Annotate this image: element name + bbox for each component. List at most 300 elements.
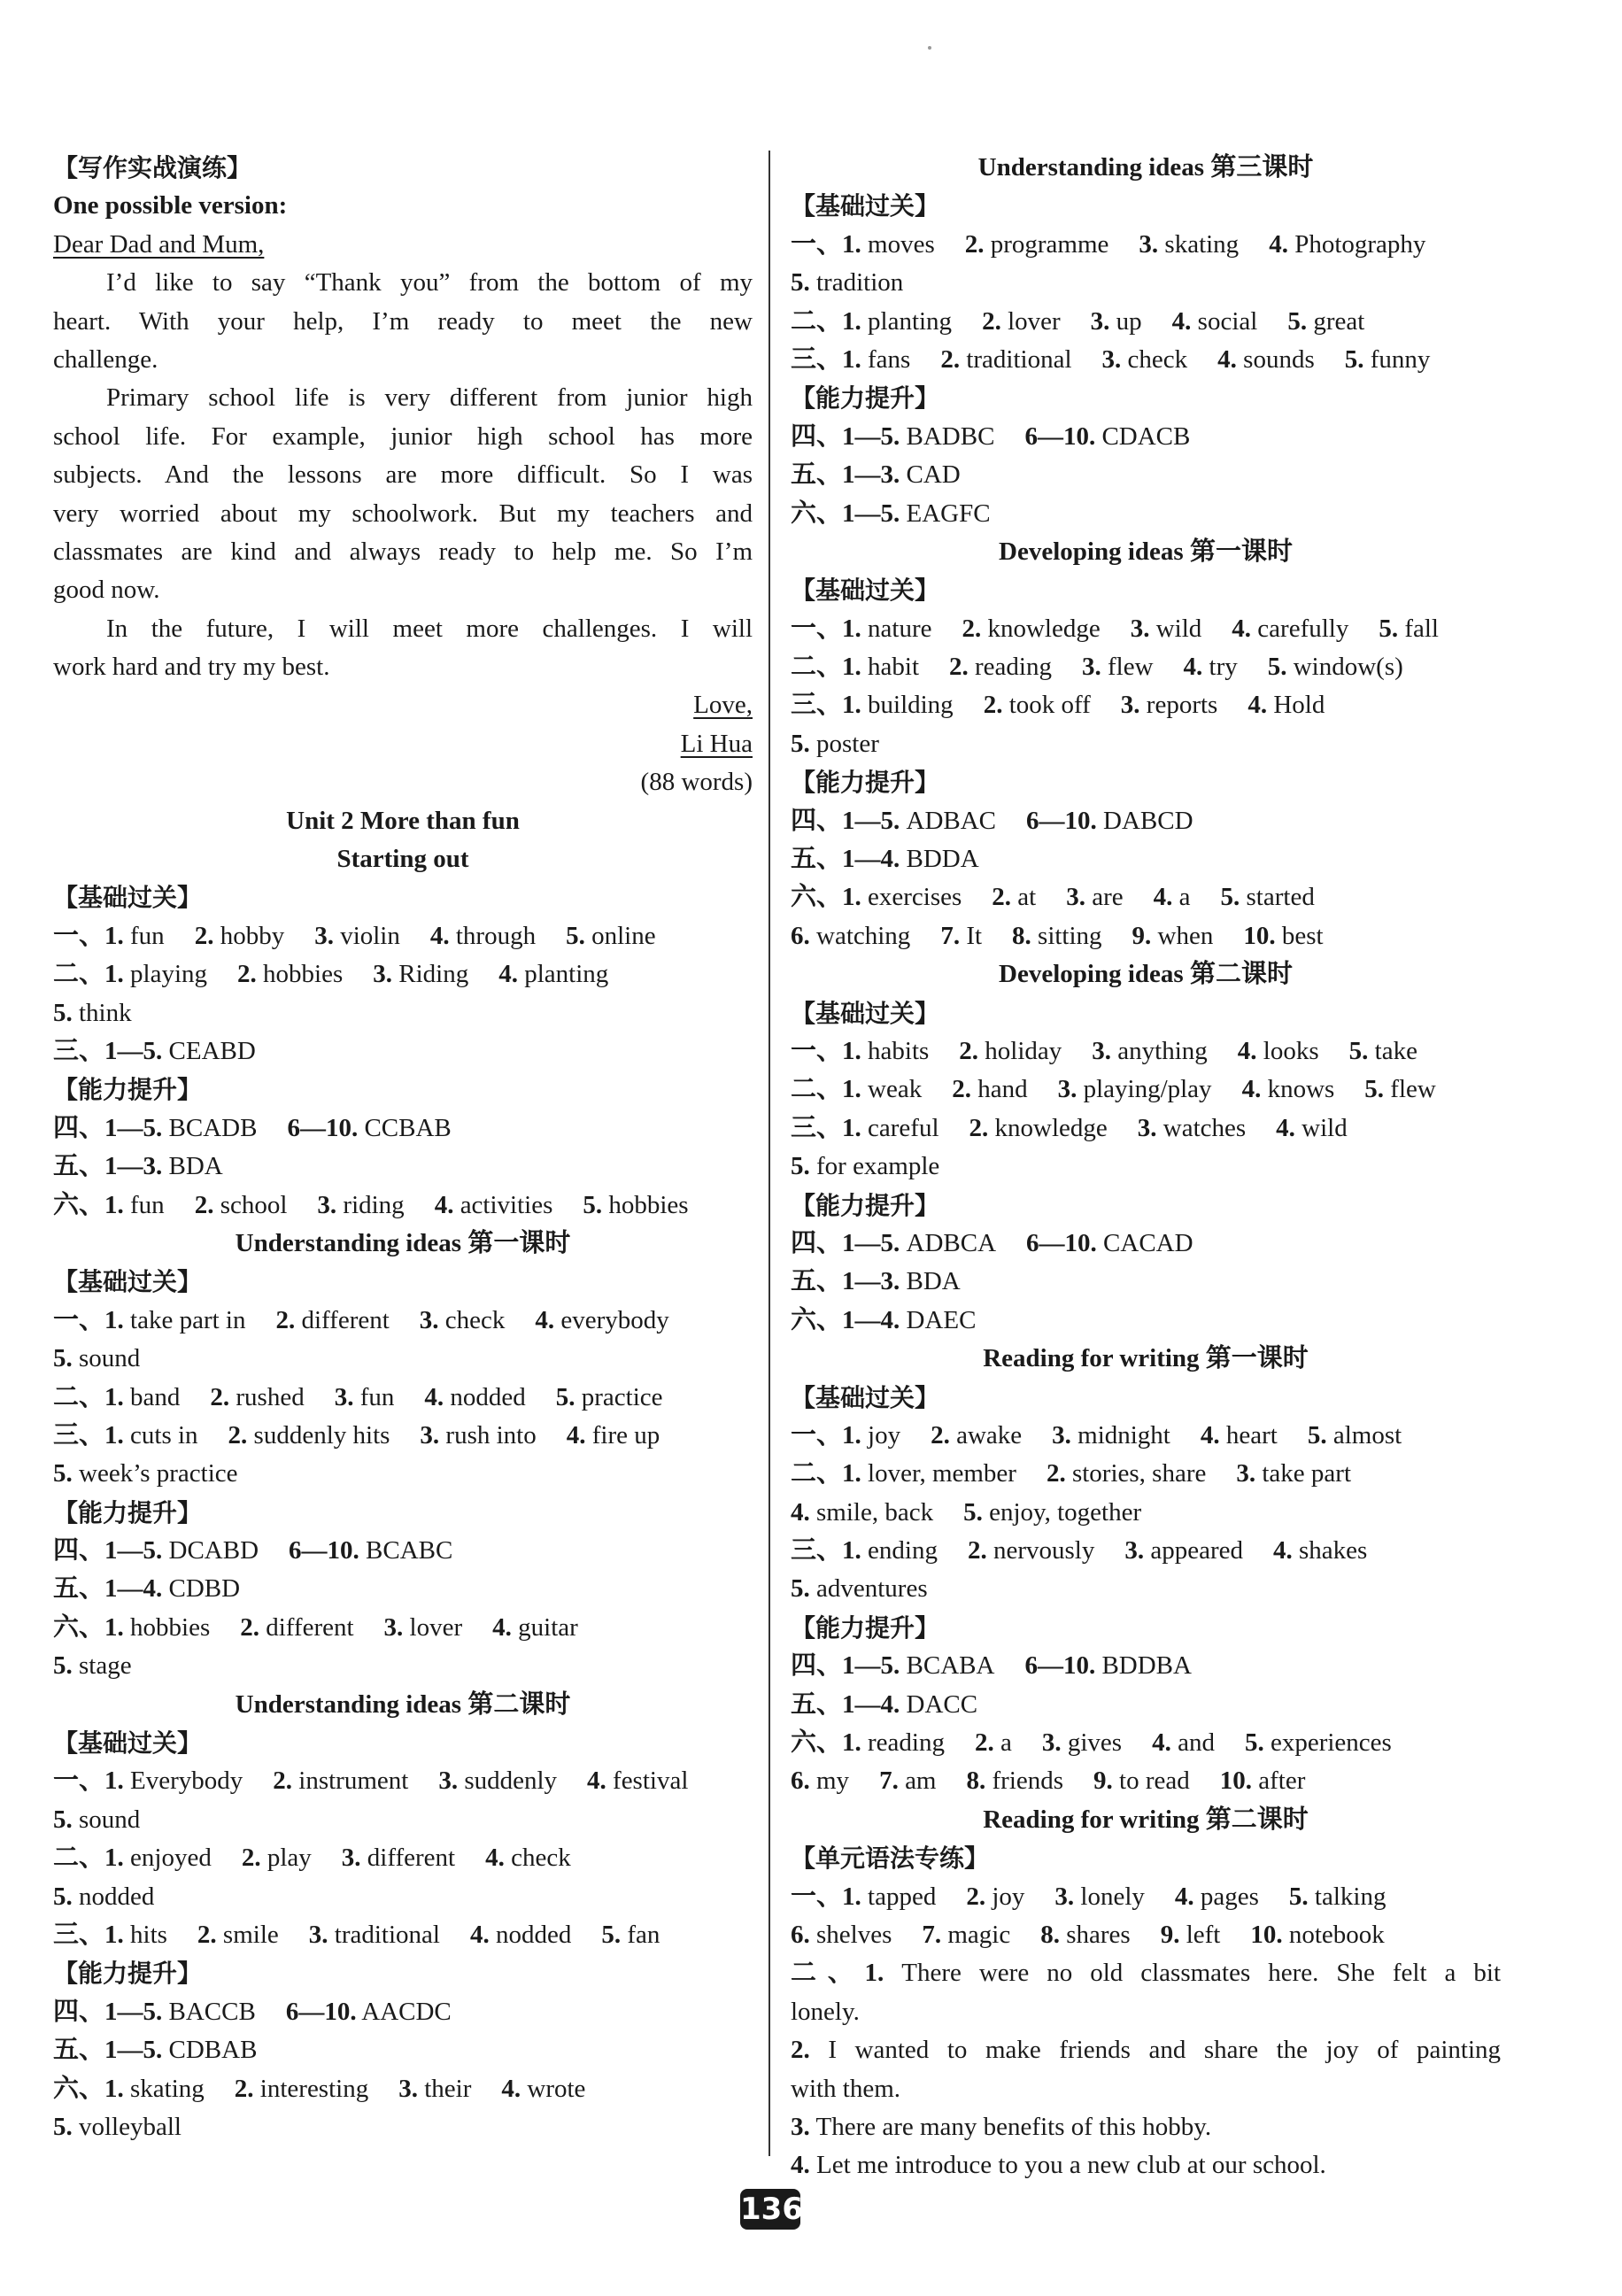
answer-number: 1—5. (104, 1997, 163, 2026)
answer-line (53, 1417, 753, 1455)
answer-item (104, 1191, 165, 1219)
answer-text: reports (1146, 691, 1218, 720)
answer-number: 1—3. (842, 1267, 900, 1296)
answer-item (1243, 922, 1323, 950)
question-prefix: 四、 (53, 1113, 105, 1142)
answer-item (1238, 1037, 1319, 1065)
answer-text: online (591, 921, 656, 950)
answer-item (940, 345, 1071, 374)
answer-text: traditional (334, 1920, 440, 1949)
answer-text: fall (1404, 614, 1439, 643)
answer-line (791, 1570, 1501, 1608)
answer-text: hobbies (263, 960, 344, 989)
answer-item (1066, 883, 1123, 911)
answer-number: 4. (791, 2151, 810, 2180)
answer-text: ADBAC (906, 806, 997, 835)
question-prefix: 二、 (53, 1844, 105, 1873)
answer-text: suddenly (464, 1766, 558, 1796)
answer-item (791, 1766, 849, 1795)
answer-text: AACDC (361, 1997, 452, 2026)
answer-item (1091, 307, 1142, 336)
answer-item (922, 1921, 1010, 1949)
answer-text: carefully (1257, 614, 1349, 643)
answer-line (791, 1532, 1501, 1570)
answer-item (104, 1152, 223, 1180)
answer-text: week’s practice (79, 1459, 238, 1488)
answer-item (104, 2036, 257, 2064)
answer-number: 4. (1247, 691, 1268, 720)
answer-item (1269, 230, 1425, 259)
answer-item (791, 268, 903, 297)
answer-text: flew (1390, 1075, 1436, 1104)
answer-item (962, 615, 1100, 643)
answer-number: 7. (879, 1766, 899, 1796)
answer-text: poster (816, 729, 879, 758)
answer-number: 5. (1348, 1036, 1369, 1065)
answer-number: 2. (194, 1190, 214, 1219)
answer-line (53, 1647, 753, 1685)
answer-text: and (1178, 1728, 1215, 1758)
answer-text: smile, back (816, 1497, 934, 1527)
answer-line (791, 725, 1501, 763)
answer-line (791, 495, 1501, 533)
answer-text: BCADB (168, 1113, 258, 1142)
answer-text: nodded (79, 1882, 155, 1911)
answer-item (1276, 1114, 1348, 1142)
answer-text: riding (343, 1190, 405, 1219)
answer-number: 1. (842, 1420, 861, 1449)
answer-text: sitting (1038, 921, 1102, 950)
answer-text: nodded (495, 1920, 572, 1949)
answer-line (53, 1148, 753, 1186)
answer-number: 2. (952, 1075, 971, 1104)
answer-text: a (1000, 1728, 1012, 1758)
answer-item (1175, 1882, 1259, 1911)
answer-number: 5. (791, 729, 810, 758)
answer-text: shares (1066, 1920, 1131, 1949)
answer-text: friends (992, 1766, 1064, 1796)
answer-text: cuts in (130, 1420, 198, 1449)
answer-text: adventures (816, 1574, 928, 1604)
answer-number: 3. (1139, 229, 1159, 259)
section-heading: Understanding ideas 第一课时 (235, 1228, 571, 1257)
answer-text: reading (975, 653, 1052, 682)
answer-number: 1—5. (842, 1228, 900, 1257)
letter-signoff (53, 686, 753, 724)
answer-text: holiday (985, 1036, 1062, 1065)
answer-line (791, 341, 1501, 379)
answer-item (53, 1344, 140, 1372)
answer-text: DAEC (906, 1305, 977, 1334)
answer-item (275, 1306, 389, 1334)
answer-item (317, 1191, 404, 1219)
answer-item (1242, 1075, 1335, 1103)
answer-item (235, 2075, 368, 2103)
answer-item (1232, 615, 1348, 643)
answer-item (583, 1191, 688, 1219)
answer-number: 6. (791, 1920, 810, 1949)
answer-item (992, 883, 1036, 911)
answer-text: BDDBA (1101, 1651, 1192, 1681)
answer-item (1287, 307, 1364, 336)
answer-number: 5. (53, 1651, 73, 1681)
sentence-line (791, 2031, 1501, 2069)
answer-text: sounds (1243, 344, 1315, 374)
answer-item (952, 1075, 1027, 1103)
answer-number: 5. (963, 1497, 983, 1527)
answer-item (984, 691, 1091, 719)
question-prefix: 二、 (791, 653, 843, 682)
answer-line (791, 1686, 1501, 1724)
question-prefix: 六、 (791, 883, 843, 912)
answer-number: 1. (104, 2074, 124, 2103)
answer-number: 3. (398, 2074, 418, 2103)
question-prefix: 一、 (53, 921, 105, 950)
answer-item (485, 1844, 571, 1872)
question-prefix: 三、 (791, 1113, 843, 1142)
answer-item (1221, 883, 1315, 911)
answer-item (104, 960, 207, 988)
answer-number: 4. (1217, 344, 1237, 374)
answer-text: fun (130, 921, 165, 950)
answer-text: think (79, 998, 132, 1027)
answer-text: experiences (1270, 1728, 1392, 1758)
answer-number: 5. (53, 1882, 73, 1911)
section-heading: Developing ideas 第一课时 (999, 537, 1293, 566)
answer-item (384, 1613, 463, 1642)
answer-item (791, 922, 910, 950)
answer-number: 4. (1171, 306, 1192, 336)
answer-number: 3. (314, 921, 334, 950)
answer-item (1092, 1037, 1208, 1065)
answer-text: BACCB (168, 1997, 256, 2026)
letter-signoff (53, 725, 753, 763)
answer-text: different (367, 1844, 456, 1873)
answer-item (1024, 422, 1190, 451)
answer-number: 3. (791, 2112, 810, 2141)
answer-number: 5. (1288, 1882, 1309, 1911)
signoff-text: Love, (693, 691, 753, 720)
answer-item (1201, 1421, 1278, 1449)
answer-item (1124, 1536, 1243, 1565)
signoff-text: Li Hua (680, 729, 753, 758)
answer-text: skating (130, 2074, 205, 2103)
answer-text: fans (868, 344, 911, 374)
answer-line (791, 1878, 1501, 1916)
answer-text: stories, share (1071, 1459, 1207, 1488)
question-prefix: 四、 (791, 1651, 843, 1681)
answer-text: activities (460, 1190, 553, 1219)
left-column (53, 149, 753, 2146)
answer-number: 8. (1040, 1920, 1060, 1949)
answer-number: 4. (1241, 1075, 1262, 1104)
section-label: 【能力提升】 (791, 1190, 940, 1220)
answer-item (104, 1574, 240, 1603)
answer-number: 4. (566, 1420, 586, 1449)
answer-number: 2. (949, 653, 969, 682)
question-prefix: 六、 (53, 1190, 105, 1219)
answer-item (842, 1037, 929, 1065)
answer-item (53, 1651, 132, 1680)
answer-number: 1—5. (104, 1113, 163, 1142)
answer-number: 1. (842, 229, 861, 259)
answer-number: 5. (791, 1152, 810, 1181)
answer-number: 4. (429, 921, 450, 950)
section-label: 【能力提升】 (791, 1612, 940, 1643)
answer-text: CDBD (168, 1574, 241, 1604)
answer-number: 1. (104, 1382, 124, 1411)
answer-number: 1—4. (842, 1305, 900, 1334)
answer-item (1026, 807, 1193, 835)
answer-text: knows (1267, 1075, 1335, 1104)
answer-item (601, 1921, 660, 1949)
answer-number: 4. (791, 1497, 810, 1527)
answer-text: take part in (130, 1305, 246, 1334)
salutation-text: Dear Dad and Mum, (53, 229, 265, 259)
answer-text: BADBC (906, 421, 995, 451)
answer-text: DCABD (168, 1536, 259, 1565)
question-prefix: 五、 (791, 1267, 843, 1296)
answer-text: BDDA (906, 845, 979, 874)
answer-text: wrote (527, 2074, 586, 2103)
answer-text: gives (1067, 1728, 1123, 1758)
answer-text: hobbies (130, 1612, 211, 1642)
answer-text: CDBAB (168, 2036, 258, 2065)
essay-line: subjects. And the lessons are more difficult. So I was (53, 460, 753, 490)
answer-number: 1—5. (842, 499, 900, 528)
answer-line (53, 1916, 753, 1954)
answer-text: heart (1225, 1420, 1278, 1449)
answer-text: BCABA (906, 1651, 995, 1681)
answer-text: hand (977, 1075, 1028, 1104)
answer-number: 4. (1183, 653, 1203, 682)
answer-text: fire up (591, 1420, 660, 1449)
answer-number: 5. (791, 1574, 810, 1604)
answer-line (53, 1801, 753, 1839)
question-prefix: 三、 (53, 1036, 105, 1065)
question-prefix: 六、 (791, 1305, 843, 1334)
section-label: 【单元语法专练】 (791, 1844, 990, 1874)
answer-number: 1. (842, 653, 861, 682)
question-prefix: 四、 (53, 1997, 105, 2026)
answer-text: social (1197, 306, 1258, 336)
answer-number: 5. (1379, 614, 1399, 643)
essay-line: heart. With your help, I’m ready to meet the new (53, 306, 753, 336)
question-prefix: 二、 (791, 1959, 865, 1988)
answer-line (791, 917, 1501, 955)
answer-item (842, 615, 931, 643)
answer-text: weak (868, 1075, 923, 1104)
answer-line (791, 303, 1501, 341)
answer-number: 1. (864, 1959, 884, 1988)
answer-text: hits (130, 1920, 167, 1949)
answer-number: 4. (1272, 1536, 1293, 1565)
question-prefix: 五、 (53, 1152, 105, 1181)
question-prefix: 一、 (791, 1036, 843, 1065)
answer-item (842, 460, 961, 489)
answer-text: volleyball (79, 2112, 182, 2141)
essay-line: school life. For example, junior high school has more (53, 421, 753, 451)
answer-line (53, 917, 753, 955)
answer-item (197, 1921, 279, 1949)
answer-number: 1. (842, 306, 861, 336)
answer-number: 1. (104, 921, 124, 950)
question-prefix: 三、 (791, 344, 843, 374)
answer-item (842, 653, 919, 681)
answer-item (842, 307, 952, 336)
answer-item (842, 883, 962, 911)
answer-item (1184, 653, 1238, 681)
answer-item (879, 1766, 936, 1795)
answer-text: a (1178, 883, 1191, 912)
question-prefix: 三、 (791, 1536, 843, 1565)
answer-text: skating (1164, 229, 1240, 259)
answer-number: 2. (241, 1844, 261, 1873)
answer-item (104, 1613, 210, 1642)
answer-line (791, 1148, 1501, 1186)
question-prefix: 四、 (791, 806, 843, 835)
answer-line (53, 2031, 753, 2069)
answer-text: flew (1107, 653, 1154, 682)
answer-text: after (1258, 1766, 1306, 1796)
answer-item (1154, 883, 1191, 911)
answer-number: 4. (492, 1612, 512, 1642)
answer-item (567, 1421, 660, 1449)
answer-text: tapped (868, 1882, 937, 1911)
answer-line (53, 1455, 753, 1493)
answer-number: 3. (1054, 1882, 1075, 1911)
answer-item (842, 1267, 961, 1295)
answer-item (931, 1421, 1022, 1449)
answer-item (842, 1651, 994, 1680)
answer-text: exercises (868, 883, 962, 912)
answer-number: 1—3. (842, 460, 900, 490)
answer-number: 3. (1124, 1536, 1145, 1565)
answer-line (791, 456, 1501, 494)
answer-text: lover (409, 1612, 463, 1642)
answer-item (842, 422, 994, 451)
answer-line (53, 1532, 753, 1570)
answer-item (975, 1728, 1012, 1757)
answer-item (53, 999, 132, 1027)
answer-item (420, 1421, 536, 1449)
answer-text: check (511, 1844, 571, 1873)
answer-number: 1. (842, 1113, 861, 1142)
answer-text: ADBCA (906, 1228, 997, 1257)
question-prefix: 五、 (791, 845, 843, 874)
answer-number: 10. (1243, 921, 1276, 950)
answer-item (959, 1037, 1062, 1065)
column-divider (769, 151, 770, 2156)
answer-number: 2. (964, 229, 985, 259)
answer-text: violin (340, 921, 400, 950)
answer-number: 2. (967, 1536, 987, 1565)
answer-item (842, 345, 910, 374)
answer-text: are (1092, 883, 1124, 912)
answer-item (1245, 1728, 1392, 1757)
answer-number: 9. (1132, 921, 1152, 950)
answer-number: 7. (922, 1920, 942, 1949)
answer-item (842, 1459, 1016, 1488)
answer-text: shakes (1298, 1536, 1368, 1565)
answer-number: 2. (959, 1036, 979, 1065)
answer-text: knowledge (987, 614, 1101, 643)
essay-line: I’d like to say “Thank you” from the bottom of my (106, 268, 753, 298)
answer-text: reading (868, 1728, 945, 1758)
answer-item (470, 1921, 571, 1949)
answer-item (1026, 1229, 1193, 1257)
question-prefix: 四、 (53, 1536, 105, 1565)
answer-line (791, 418, 1501, 456)
answer-line (791, 1494, 1501, 1532)
answer-text: DABCD (1103, 806, 1193, 835)
answer-item (963, 1498, 1141, 1527)
answer-text: wild (1155, 614, 1202, 643)
answer-item (535, 1306, 668, 1334)
answer-text: It (966, 921, 983, 950)
answer-item (791, 1574, 928, 1603)
answer-text: funny (1370, 344, 1431, 374)
answer-item (498, 960, 608, 988)
answer-number: 3. (308, 1920, 328, 1949)
answer-line (53, 2070, 753, 2108)
answer-text: CCBAB (364, 1113, 452, 1142)
answer-number: 3. (383, 1612, 404, 1642)
answer-text: midnight (1077, 1420, 1170, 1449)
answer-item (398, 2075, 471, 2103)
answer-item (104, 2075, 205, 2103)
answer-number: 2. (1046, 1459, 1066, 1488)
answer-text: stage (79, 1651, 132, 1681)
answer-number: 6. (791, 921, 810, 950)
answer-number: 5. (1244, 1728, 1264, 1758)
letter-salutation (53, 226, 753, 264)
answer-number: 1. (104, 1190, 124, 1219)
answer-item (842, 1690, 977, 1719)
answer-line (53, 1340, 753, 1378)
answer-number: 3. (1120, 691, 1140, 720)
answer-line (791, 1263, 1501, 1301)
answer-number: 2. (237, 960, 257, 989)
answer-text: CDACB (1101, 421, 1191, 451)
sentence-text: I wanted to make friends and share the joy of painting (828, 2036, 1502, 2065)
right-column (791, 149, 1501, 2185)
answer-number: 5. (53, 2112, 73, 2141)
question-prefix: 一、 (791, 1882, 843, 1911)
answer-number: 2. (228, 1420, 248, 1449)
question-prefix: 二、 (53, 960, 105, 989)
answer-line (791, 1302, 1501, 1340)
answer-text: their (424, 2074, 472, 2103)
text-line: challenge. (53, 344, 158, 374)
question-prefix: 一、 (791, 1420, 843, 1449)
page-number: 136 (740, 2189, 800, 2230)
answer-number: 5. (53, 1805, 73, 1834)
answer-item (1052, 1421, 1170, 1449)
section-heading: Reading for writing 第一课时 (983, 1344, 1309, 1373)
answer-number: 1. (104, 1766, 124, 1796)
answer-number: 2. (275, 1305, 296, 1334)
answer-item (940, 922, 982, 950)
answer-text: awake (956, 1420, 1023, 1449)
answer-item (373, 960, 468, 988)
answer-number: 1—4. (842, 1689, 900, 1719)
answer-text: instrument (298, 1766, 409, 1796)
answer-number: 7. (940, 921, 961, 950)
answer-text: suddenly hits (253, 1420, 390, 1449)
answer-number: 2. (210, 1382, 230, 1411)
answer-item (314, 922, 400, 950)
